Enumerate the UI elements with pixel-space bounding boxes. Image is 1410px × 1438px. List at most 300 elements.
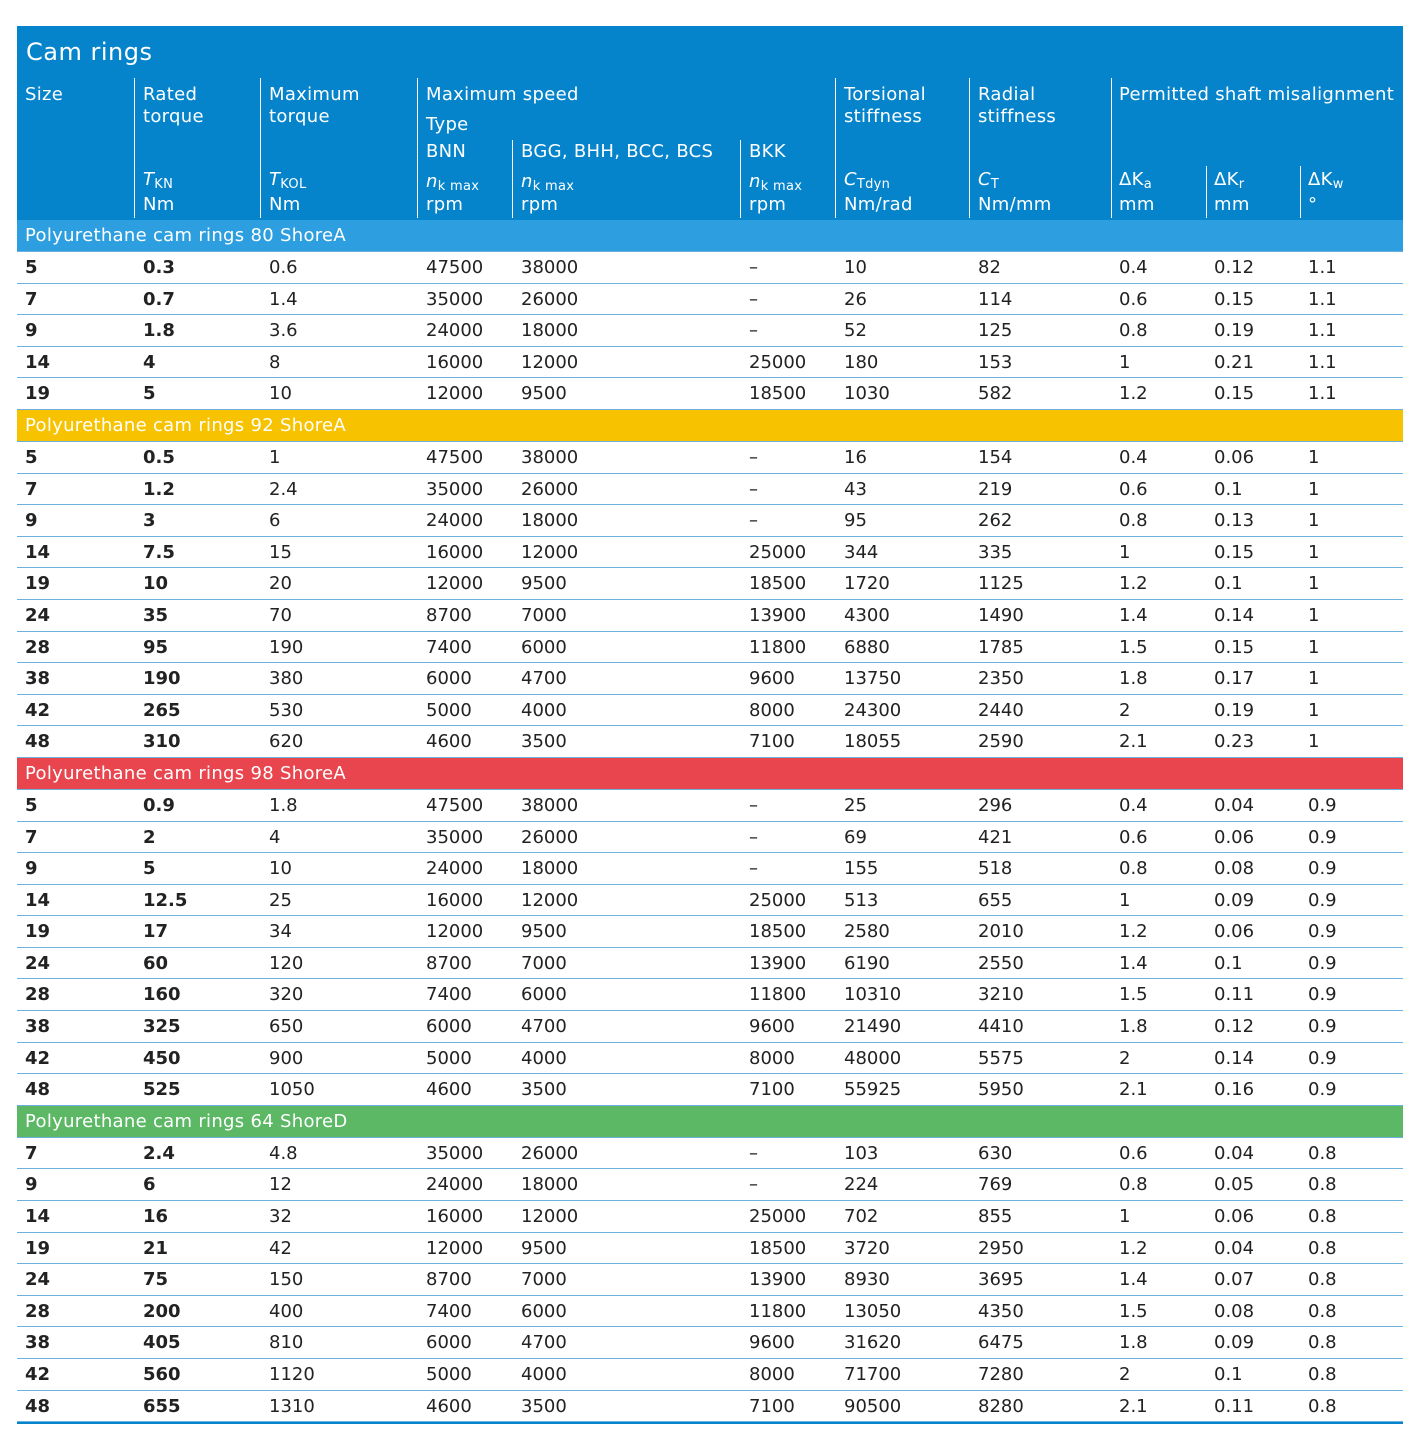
cell-bgg: 18000 [521,858,579,880]
col-divider [1111,78,1112,218]
cell-torsional: 3720 [844,1237,890,1259]
cell-bnn: 16000 [426,889,484,911]
cell-bkk: 18500 [749,921,807,943]
table-header [17,26,1403,220]
torsional-symbol: $C_{Tdyn}$ [844,169,891,192]
cell-bkk: 25000 [749,1206,807,1228]
cell-ka: 0.6 [1119,1142,1148,1164]
cell-bnn: 12000 [426,383,484,405]
cell-rated: 3 [143,510,156,532]
cell-maxtorque: 12 [269,1174,292,1196]
cell-kr: 0.11 [1214,1395,1255,1417]
cell-radial: 2350 [978,668,1024,690]
cell-rated: 35 [143,604,169,626]
rated-torque-symbol: $T_{KN}$ [143,169,174,192]
cell-bnn: 4600 [426,1395,472,1417]
cell-maxtorque: 1 [269,446,281,468]
cell-kr: 0.06 [1214,921,1255,943]
bgg-symbol: $n_{k max}$ [521,171,575,194]
cell-ka: 1.2 [1119,383,1148,405]
table-row [17,948,1403,980]
cell-radial: 2550 [978,952,1024,974]
cell-maxtorque: 810 [269,1332,304,1354]
cell-ka: 2 [1119,699,1131,721]
cell-torsional: 71700 [844,1364,902,1385]
cell-radial: 82 [978,257,1001,278]
cell-kw: 0.8 [1308,1300,1337,1322]
cell-maxtorque: 120 [269,952,304,974]
cell-kw: 0.9 [1308,794,1337,816]
cam-rings-table [17,26,1403,1424]
cell-ka: 0.4 [1119,257,1148,278]
cell-kw: 1 [1308,510,1320,532]
cell-bgg: 12000 [521,889,579,911]
cell-ka: 1 [1119,1206,1131,1228]
max-torque-symbol: $T_{KOL}$ [269,169,307,192]
bgg-unit: rpm [521,194,559,215]
cell-bgg: 9500 [521,1237,567,1259]
cell-maxtorque: 320 [269,984,304,1006]
cell-bgg: 26000 [521,288,579,310]
cell-radial: 2010 [978,921,1024,943]
cell-bkk: 13900 [749,952,807,974]
cell-kr: 0.23 [1214,731,1255,753]
table-row [17,979,1403,1011]
kw-unit: ° [1308,194,1318,215]
cell-torsional: 8930 [844,1269,890,1291]
cell-bgg: 38000 [521,257,579,278]
cell-radial: 1785 [978,636,1024,658]
cell-kw: 1 [1308,636,1320,658]
cell-maxtorque: 10 [269,383,292,405]
cell-radial: 335 [978,541,1013,563]
cell-bnn: 24000 [426,320,484,342]
cell-maxtorque: 6 [269,510,281,532]
group-header: Polyurethane cam rings 80 ShoreA [17,220,1403,251]
group-header: Polyurethane cam rings 98 ShoreA [17,758,1403,789]
cell-kr: 0.21 [1214,351,1255,373]
cell-bgg: 6000 [521,636,567,658]
kr-symbol: $\Delta K_r$ [1214,169,1245,192]
cell-radial: 219 [978,478,1013,500]
table-row [17,1233,1403,1265]
cell-bkk: 18500 [749,573,807,595]
cell-radial: 769 [978,1174,1013,1196]
col-divider [969,78,970,218]
cell-bgg: 6000 [521,1300,567,1322]
cell-radial: 2950 [978,1237,1024,1259]
cell-rated: 5 [143,858,156,880]
cell-ka: 1.8 [1119,1016,1148,1038]
header-bgg: BGG, BHH, BCC, BCS [521,141,714,162]
cell-bkk: – [749,446,758,468]
cell-kw: 0.9 [1308,984,1337,1006]
table-body [17,220,1403,1422]
table-row [17,663,1403,695]
cell-bnn: 5000 [426,1047,472,1069]
table-row [17,1169,1403,1201]
table-row [17,347,1403,379]
cell-bkk: – [749,858,758,880]
cell-maxtorque: 4 [269,826,281,848]
cell-torsional: 13050 [844,1300,902,1322]
cell-radial: 582 [978,383,1013,405]
col-divider [512,140,513,218]
cell-bgg: 26000 [521,826,579,848]
table-row [17,1011,1403,1043]
cell-kr: 0.06 [1214,826,1255,848]
cell-rated: 0.9 [143,794,175,816]
cell-kw: 1 [1308,446,1320,468]
cell-ka: 2.1 [1119,1395,1148,1417]
cell-kw: 0.8 [1308,1395,1337,1417]
cell-kr: 0.14 [1214,604,1255,626]
cell-bgg: 18000 [521,510,579,532]
cell-kr: 0.1 [1214,952,1243,974]
cell-radial: 1490 [978,604,1024,626]
cell-torsional: 1720 [844,573,890,595]
cell-maxtorque: 70 [269,604,292,626]
cell-maxtorque: 650 [269,1016,304,1038]
cell-bgg: 7000 [521,952,567,974]
cell-bnn: 16000 [426,351,484,373]
cell-bkk: 18500 [749,383,807,405]
cell-bnn: 6000 [426,668,472,690]
cell-kr: 0.19 [1214,699,1255,721]
table-row [17,916,1403,948]
cell-kr: 0.1 [1214,478,1243,500]
cell-size: 9 [25,320,38,342]
header-rated-torque: Rated torque [143,84,204,127]
cell-size: 42 [25,1364,51,1385]
cell-kw: 1 [1308,699,1320,721]
cell-kr: 0.07 [1214,1269,1255,1291]
cell-rated: 10 [143,573,169,595]
cell-kr: 0.17 [1214,668,1255,690]
cell-kr: 0.12 [1214,257,1255,278]
cell-bgg: 4000 [521,1047,567,1069]
group-header: Polyurethane cam rings 92 ShoreA [17,410,1403,441]
cell-bnn: 24000 [426,1174,484,1196]
table-row [17,505,1403,537]
cell-maxtorque: 20 [269,573,292,595]
cell-kw: 1.1 [1308,351,1337,373]
cell-maxtorque: 3.6 [269,320,298,342]
cell-rated: 310 [143,731,181,753]
cell-kr: 0.06 [1214,1206,1255,1228]
cell-size: 28 [25,1300,51,1322]
cell-size: 38 [25,1016,51,1038]
cell-size: 7 [25,826,38,848]
table-row [17,1296,1403,1328]
cell-torsional: 344 [844,541,879,563]
cell-kw: 0.9 [1308,1016,1337,1038]
cell-radial: 5575 [978,1047,1024,1069]
table-row [17,1391,1403,1423]
cell-kw: 0.8 [1308,1237,1337,1259]
cell-size: 42 [25,1047,51,1069]
cell-ka: 0.6 [1119,478,1148,500]
cell-torsional: 13750 [844,668,902,690]
cell-rated: 160 [143,984,181,1006]
cell-bnn: 8700 [426,952,472,974]
cell-radial: 7280 [978,1364,1024,1385]
cell-bkk: 13900 [749,604,807,626]
cell-size: 24 [25,604,51,626]
cell-size: 9 [25,1174,38,1196]
table-title: Cam rings [26,38,153,66]
cell-kw: 1 [1308,541,1320,563]
cell-kw: 0.8 [1308,1174,1337,1196]
cell-ka: 1.8 [1119,668,1148,690]
bnn-symbol: $n_{k max}$ [426,171,480,194]
cell-kr: 0.09 [1214,889,1255,911]
cell-maxtorque: 25 [269,889,292,911]
cell-kw: 0.8 [1308,1142,1337,1164]
cell-kw: 1 [1308,731,1320,753]
table-row [17,1359,1403,1391]
cell-torsional: 2580 [844,921,890,943]
col-divider [134,78,135,218]
cell-maxtorque: 150 [269,1269,304,1291]
cell-size: 9 [25,858,38,880]
cell-rated: 2.4 [143,1142,175,1164]
cell-torsional: 21490 [844,1016,902,1038]
cell-bkk: 8000 [749,1047,795,1069]
cell-radial: 2590 [978,731,1024,753]
cell-bnn: 16000 [426,541,484,563]
cell-rated: 0.5 [143,446,175,468]
radial-symbol: $C_T$ [978,169,1000,192]
cell-ka: 1.2 [1119,1237,1148,1259]
col-divider [1206,166,1207,218]
cell-kr: 0.04 [1214,1237,1255,1259]
cell-bgg: 4700 [521,1016,567,1038]
cell-bkk: 8000 [749,1364,795,1385]
cell-bnn: 47500 [426,794,484,816]
cell-ka: 0.8 [1119,1174,1148,1196]
cell-rated: 1.8 [143,320,175,342]
cell-rated: 265 [143,699,181,721]
header-bnn: BNN [426,141,467,162]
cell-maxtorque: 1.4 [269,288,298,310]
cell-bnn: 7400 [426,984,472,1006]
cell-rated: 17 [143,921,169,943]
cell-ka: 0.6 [1119,826,1148,848]
cell-radial: 3210 [978,984,1024,1006]
cell-bkk: – [749,257,758,278]
cell-kr: 0.15 [1214,288,1255,310]
cell-rated: 21 [143,1237,169,1259]
cell-torsional: 180 [844,351,879,373]
cell-radial: 154 [978,446,1013,468]
radial-unit: Nm/mm [978,194,1052,215]
cell-kw: 0.8 [1308,1332,1337,1354]
cell-bnn: 47500 [426,257,484,278]
cell-rated: 4 [143,351,156,373]
cell-bnn: 35000 [426,478,484,500]
cell-size: 7 [25,478,38,500]
cell-bnn: 12000 [426,921,484,943]
cell-bnn: 6000 [426,1016,472,1038]
cell-torsional: 24300 [844,699,902,721]
cell-bgg: 12000 [521,541,579,563]
cell-size: 19 [25,383,51,405]
cell-rated: 0.7 [143,288,175,310]
cell-kr: 0.08 [1214,858,1255,880]
cell-bgg: 4000 [521,699,567,721]
table-row [17,284,1403,316]
cell-ka: 2.1 [1119,1079,1148,1101]
cell-ka: 1.5 [1119,984,1148,1006]
cell-ka: 1.4 [1119,1269,1148,1291]
cell-bnn: 5000 [426,1364,472,1385]
cell-size: 42 [25,699,51,721]
cell-kr: 0.06 [1214,446,1255,468]
cell-size: 5 [25,257,38,278]
cell-ka: 1.2 [1119,921,1148,943]
cell-torsional: 25 [844,794,867,816]
cell-ka: 1.4 [1119,604,1148,626]
cell-radial: 3695 [978,1269,1024,1291]
max-torque-unit: Nm [269,194,301,215]
cell-ka: 0.8 [1119,320,1148,342]
cell-kw: 0.9 [1308,889,1337,911]
table-row [17,378,1403,410]
table-row [17,1264,1403,1296]
cell-kw: 1.1 [1308,320,1337,342]
cell-rated: 190 [143,668,181,690]
cell-bkk: 25000 [749,889,807,911]
cell-maxtorque: 32 [269,1206,292,1228]
cell-ka: 2.1 [1119,731,1148,753]
cell-rated: 655 [143,1395,181,1417]
cell-kr: 0.04 [1214,1142,1255,1164]
cell-size: 38 [25,668,51,690]
cell-kr: 0.05 [1214,1174,1255,1196]
cell-maxtorque: 42 [269,1237,292,1259]
cell-radial: 296 [978,794,1013,816]
cell-kw: 0.9 [1308,858,1337,880]
cell-size: 14 [25,351,51,373]
cell-bkk: 18500 [749,1237,807,1259]
cell-size: 9 [25,510,38,532]
cell-size: 14 [25,889,51,911]
cell-ka: 1.5 [1119,636,1148,658]
cell-size: 48 [25,731,51,753]
cell-torsional: 4300 [844,604,890,626]
cell-rated: 560 [143,1364,181,1385]
cell-maxtorque: 1050 [269,1079,315,1101]
cell-rated: 450 [143,1047,181,1069]
cell-size: 19 [25,921,51,943]
table-row [17,853,1403,885]
cell-kw: 1 [1308,668,1320,690]
cell-torsional: 31620 [844,1332,902,1354]
kr-unit: mm [1214,194,1250,215]
cell-torsional: 69 [844,826,867,848]
cell-torsional: 26 [844,288,867,310]
ka-symbol: $\Delta K_a$ [1119,169,1152,192]
table-row [17,568,1403,600]
cell-radial: 153 [978,351,1013,373]
cell-maxtorque: 620 [269,731,304,753]
table-row [17,1043,1403,1075]
cell-kw: 0.8 [1308,1364,1337,1385]
cell-bgg: 18000 [521,320,579,342]
cell-kw: 0.9 [1308,1047,1337,1069]
cell-torsional: 103 [844,1142,879,1164]
cell-kw: 1 [1308,478,1320,500]
cell-bnn: 35000 [426,826,484,848]
cell-kw: 1 [1308,573,1320,595]
cell-bgg: 3500 [521,1079,567,1101]
table-row [17,632,1403,664]
cell-bgg: 6000 [521,984,567,1006]
cell-maxtorque: 2.4 [269,478,298,500]
cell-rated: 1.2 [143,478,175,500]
cell-bnn: 35000 [426,1142,484,1164]
cell-bgg: 7000 [521,604,567,626]
cell-bnn: 7400 [426,1300,472,1322]
cell-kr: 0.15 [1214,383,1255,405]
group-header: Polyurethane cam rings 64 ShoreD [17,1106,1403,1137]
cell-ka: 0.4 [1119,446,1148,468]
cell-size: 28 [25,636,51,658]
cell-bkk: – [749,510,758,532]
col-divider [740,140,741,218]
table-row [17,537,1403,569]
cell-size: 24 [25,1269,51,1291]
cell-bgg: 4700 [521,1332,567,1354]
cell-torsional: 6190 [844,952,890,974]
col-divider [417,78,418,218]
cell-bkk: 7100 [749,1395,795,1417]
cell-ka: 0.8 [1119,858,1148,880]
cell-bgg: 12000 [521,351,579,373]
cell-kw: 0.8 [1308,1269,1337,1291]
cell-kw: 0.9 [1308,921,1337,943]
cell-radial: 855 [978,1206,1013,1228]
cell-rated: 16 [143,1206,169,1228]
cell-maxtorque: 10 [269,858,292,880]
ka-unit: mm [1119,194,1155,215]
cell-radial: 6475 [978,1332,1024,1354]
cell-size: 28 [25,984,51,1006]
header-size: Size [25,84,64,105]
cell-ka: 1 [1119,889,1131,911]
cell-radial: 125 [978,320,1013,342]
cell-bkk: 9600 [749,1332,795,1354]
col-divider [835,78,836,218]
cell-bgg: 12000 [521,1206,579,1228]
cell-maxtorque: 8 [269,351,281,373]
cell-kr: 0.19 [1214,320,1255,342]
cell-kr: 0.16 [1214,1079,1255,1101]
cell-size: 24 [25,952,51,974]
cell-torsional: 10 [844,257,867,278]
cell-torsional: 155 [844,858,879,880]
cell-bkk: 9600 [749,1016,795,1038]
cell-torsional: 95 [844,510,867,532]
cell-rated: 95 [143,636,169,658]
cell-bkk: 9600 [749,668,795,690]
bnn-unit: rpm [426,194,464,215]
cell-bkk: 7100 [749,731,795,753]
table-row [17,1327,1403,1359]
table-row [17,1137,1403,1170]
cell-kr: 0.14 [1214,1047,1255,1069]
